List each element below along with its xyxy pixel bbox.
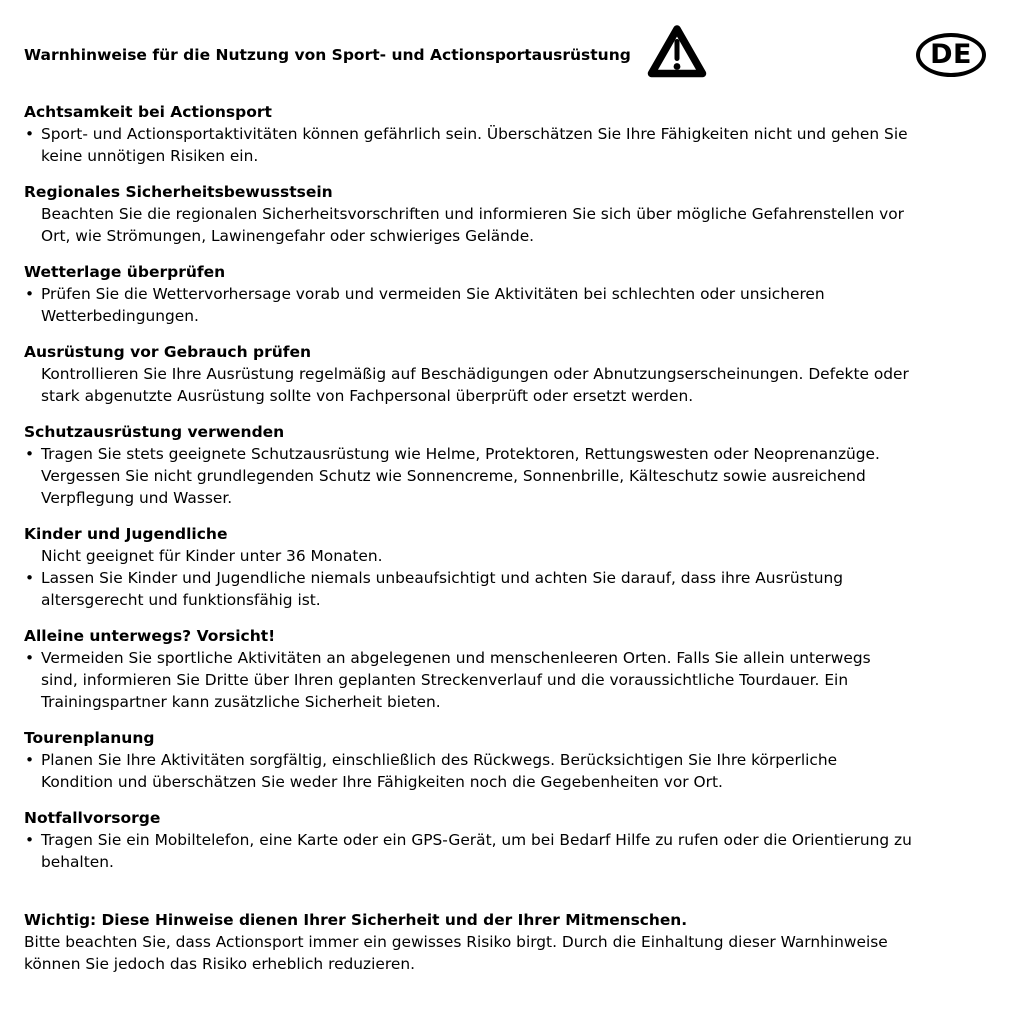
text-line: Lassen Sie Kinder und Jugendliche niemals unbeaufsichtigt und achten Sie darauf, dass ihre Ausrüstung — [41, 569, 843, 587]
bullet-icon: • — [25, 751, 35, 769]
warning-section — [24, 101, 1004, 167]
section-heading: Regionales Sicherheitsbewusstsein — [24, 183, 333, 201]
bullet-icon: • — [25, 445, 35, 463]
text-line: Sport- und Actionsportaktivitäten können gefährlich sein. Überschätzen Sie Ihre Fähigkeiten nicht und gehen Sie — [41, 125, 908, 143]
footer-heading: Wichtig: Diese Hinweise dienen Ihrer Sicherheit und der Ihrer Mitmenschen. — [24, 911, 688, 929]
section-heading: Notfallvorsorge — [24, 809, 161, 827]
text-line: altersgerecht und funktionsfähig ist. — [41, 591, 321, 609]
section-heading: Kinder und Jugendliche — [24, 525, 228, 543]
footer-text-line: Bitte beachten Sie, dass Actionsport immer ein gewisses Risiko birgt. Durch die Einhaltung dieser Warnhinweise — [24, 933, 888, 951]
text-line: Tragen Sie stets geeignete Schutzausrüstung wie Helme, Protektoren, Rettungswesten oder Neoprenanzüge. — [41, 445, 880, 463]
warning-section — [24, 727, 1004, 793]
text-line: Planen Sie Ihre Aktivitäten sorgfältig, einschließlich des Rückwegs. Berücksichtigen Sie Ihre körperliche — [41, 751, 838, 769]
footer-text — [24, 931, 1004, 975]
indented-item — [24, 203, 1004, 247]
text-line: Trainingspartner kann zusätzliche Sicherheit bieten. — [41, 693, 441, 711]
warning-triangle-exclamation-icon — [645, 22, 709, 88]
warning-section — [24, 421, 1004, 509]
sections-container — [24, 101, 1004, 873]
text-line: sind, informieren Sie Dritte über Ihren geplanten Streckenverlauf und die voraussichtliche Tourdauer. Ein — [41, 671, 849, 689]
bullet-icon: • — [25, 125, 35, 143]
warning-section — [24, 625, 1004, 713]
section-heading: Wetterlage überprüfen — [24, 263, 226, 281]
text-line: stark abgenutzte Ausrüstung sollte von Fachpersonal überprüft oder ersetzt werden. — [41, 387, 694, 405]
text-line: Prüfen Sie die Wettervorhersage vorab und vermeiden Sie Aktivitäten bei schlechten oder unsicheren — [41, 285, 825, 303]
indented-item — [24, 545, 1004, 567]
text-line: Wetterbedingungen. — [41, 307, 199, 325]
section-heading: Alleine unterwegs? Vorsicht! — [24, 627, 276, 645]
warning-section — [24, 261, 1004, 327]
language-badge: DE — [916, 33, 986, 77]
section-heading: Achtsamkeit bei Actionsport — [24, 103, 272, 121]
text-line: Kondition und überschätzen Sie weder Ihre Fähigkeiten noch die Gegebenheiten vor Ort. — [41, 773, 723, 791]
section-heading: Tourenplanung — [24, 729, 155, 747]
bullet-item — [24, 749, 1004, 793]
bullet-icon: • — [25, 285, 35, 303]
footer-text-line: können Sie jedoch das Risiko erheblich reduzieren. — [24, 955, 415, 973]
bullet-item — [24, 443, 1004, 509]
bullet-item — [24, 283, 1004, 327]
text-line: Vergessen Sie nicht grundlegenden Schutz wie Sonnencreme, Sonnenbrille, Kälteschutz sowie ausreichend — [41, 467, 866, 485]
document-header — [24, 23, 1004, 87]
section-heading: Ausrüstung vor Gebrauch prüfen — [24, 343, 312, 361]
section-heading: Schutzausrüstung verwenden — [24, 423, 285, 441]
warning-section — [24, 181, 1004, 247]
warning-section — [24, 523, 1004, 611]
text-line: Kontrollieren Sie Ihre Ausrüstung regelmäßig auf Beschädigungen oder Abnutzungserscheinungen. Defekte oder — [41, 365, 909, 383]
text-line: Verpflegung und Wasser. — [41, 489, 233, 507]
warning-section — [24, 807, 1004, 873]
bullet-item — [24, 829, 1004, 873]
footer-note — [24, 909, 1004, 975]
bullet-icon: • — [25, 649, 35, 667]
page-title: Warnhinweise für die Nutzung von Sport- und Actionsportausrüstung — [24, 46, 631, 64]
text-line: Ort, wie Strömungen, Lawinengefahr oder schwieriges Gelände. — [41, 227, 535, 245]
text-line: Vermeiden Sie sportliche Aktivitäten an abgelegenen und menschenleeren Orten. Falls Sie allein unterwegs — [41, 649, 871, 667]
warning-section — [24, 341, 1004, 407]
bullet-item — [24, 647, 1004, 713]
text-line: keine unnötigen Risiken ein. — [41, 147, 259, 165]
text-line: Nicht geeignet für Kinder unter 36 Monaten. — [41, 547, 383, 565]
indented-item — [24, 363, 1004, 407]
bullet-item — [24, 567, 1004, 611]
text-line: Tragen Sie ein Mobiltelefon, eine Karte oder ein GPS-Gerät, um bei Bedarf Hilfe zu rufen oder die Orientierung zu — [41, 831, 912, 849]
text-line: Beachten Sie die regionalen Sicherheitsvorschriften und informieren Sie sich über mögliche Gefahrenstellen vor — [41, 205, 904, 223]
bullet-item — [24, 123, 1004, 167]
bullet-icon: • — [25, 569, 35, 587]
bullet-icon: • — [25, 831, 35, 849]
text-line: behalten. — [41, 853, 114, 871]
